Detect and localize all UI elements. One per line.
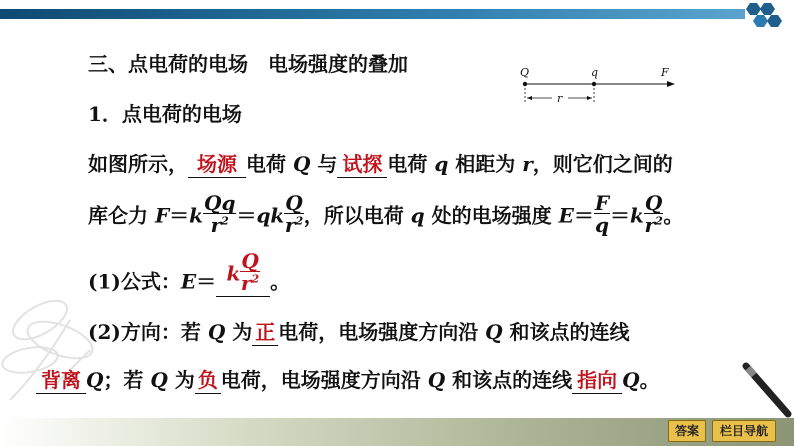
hexagon-logo-icon — [742, 0, 788, 30]
charge-distance-diagram — [520, 62, 685, 112]
text: 库仑力 — [88, 203, 155, 228]
text: 和该点的连线 — [502, 320, 630, 344]
denominator: $r^2$ — [210, 213, 229, 237]
denominator: $r^2$ — [644, 213, 663, 237]
answer-fraction-Q-over-r2 — [240, 251, 259, 293]
text: 。 — [663, 203, 684, 228]
answer-text: 正 — [255, 320, 276, 344]
answer-text: 指向 — [577, 368, 618, 392]
answer-text: 试探 — [342, 152, 383, 176]
paragraph-line-5 — [36, 364, 660, 394]
var-Q: Q — [150, 368, 168, 392]
var-qk: qk — [256, 203, 285, 228]
paragraph-line-1 — [88, 148, 673, 178]
text: 处的电场强度 — [424, 203, 559, 228]
diagram-label-F: F — [661, 66, 669, 79]
text: ＝ — [169, 203, 190, 228]
answer-text: 场源 — [197, 152, 237, 176]
denominator: q — [594, 213, 609, 237]
diagram-label-r: r — [557, 92, 563, 105]
source-charge-dot — [523, 82, 527, 86]
answer-blank-away — [36, 364, 86, 394]
test-charge-dot — [592, 82, 596, 86]
top-decor-bar — [0, 9, 745, 19]
var-Q: Q — [86, 368, 104, 392]
var-Q: Q — [427, 368, 446, 392]
answer-blank-test — [337, 148, 387, 178]
var-F: F — [154, 203, 170, 228]
numerator: Q — [644, 191, 663, 215]
text: 与 — [310, 152, 338, 176]
paragraph-line-3 — [88, 249, 291, 305]
text: 电荷 — [246, 152, 293, 176]
answer-blank-source — [188, 148, 246, 178]
answer-k: k — [226, 261, 241, 286]
var-E: E — [558, 203, 574, 228]
subsection-title — [88, 98, 242, 127]
text: 。 — [270, 269, 291, 294]
text: 电荷，电场强度方向沿 — [278, 320, 486, 344]
denominator: $r^2$ — [240, 271, 260, 295]
text: (1)公式： — [88, 269, 181, 294]
text: 为 — [167, 368, 195, 392]
subsection-title-text: 1．点电荷的电场 — [88, 102, 242, 126]
text: 和该点的连线 — [445, 368, 573, 392]
denominator: $r^2$ — [284, 213, 304, 237]
answer-text: 负 — [197, 368, 218, 392]
answer-text: 背离 — [41, 368, 81, 392]
var-Q: Q — [485, 320, 503, 344]
pen-icon — [740, 360, 794, 420]
text: ＝ — [573, 203, 594, 228]
var-E: E — [180, 269, 197, 294]
answer-blank-negative — [195, 364, 221, 394]
text: ；若 — [103, 368, 151, 392]
section-title-text: 三、点电荷的电场 电场强度的叠加 — [88, 52, 408, 76]
var-Q: Q — [292, 152, 311, 176]
diagram-label-Q: Q — [520, 66, 530, 79]
answer-blank-formula — [216, 249, 270, 297]
var-k: k — [630, 203, 644, 228]
var-k: k — [189, 203, 204, 228]
paragraph-line-4 — [88, 316, 630, 346]
answer-blank-toward — [572, 364, 622, 394]
var-r: r — [522, 152, 533, 176]
text: 相距为 — [448, 152, 523, 176]
var-Q: Q — [622, 368, 640, 392]
answer-blank-positive — [252, 316, 278, 346]
diagram-label-q: q — [591, 66, 599, 79]
text: ，则它们之间的 — [532, 152, 673, 176]
text: 。 — [639, 368, 660, 392]
text: 为 — [225, 320, 253, 344]
section-nav-button[interactable]: 栏目导航 — [712, 420, 776, 442]
section-title — [88, 48, 408, 77]
answer-button[interactable]: 答案 — [668, 420, 706, 442]
text: ＝ — [610, 203, 631, 228]
text: (2)方向：若 — [88, 320, 208, 344]
text: 电荷，电场强度方向沿 — [220, 368, 428, 392]
text: ，所以电荷 — [303, 203, 411, 228]
text: ＝ — [196, 269, 217, 294]
fraction-Qq-over-r2 — [203, 193, 236, 235]
paragraph-line-2 — [88, 191, 684, 238]
text: ＝ — [236, 203, 257, 228]
numerator: F — [594, 191, 610, 215]
fraction-Q-over-r2 — [284, 193, 303, 235]
numerator: Q — [241, 249, 259, 273]
fraction-Q-over-r2 — [644, 193, 663, 235]
var-q: q — [434, 152, 449, 176]
text: 如图所示， — [88, 152, 188, 176]
numerator: Qq — [204, 191, 236, 215]
fraction-F-over-q — [594, 193, 610, 235]
text: 电荷 — [387, 152, 435, 176]
numerator: Q — [285, 191, 303, 215]
var-q: q — [410, 203, 425, 228]
var-Q: Q — [207, 320, 226, 344]
